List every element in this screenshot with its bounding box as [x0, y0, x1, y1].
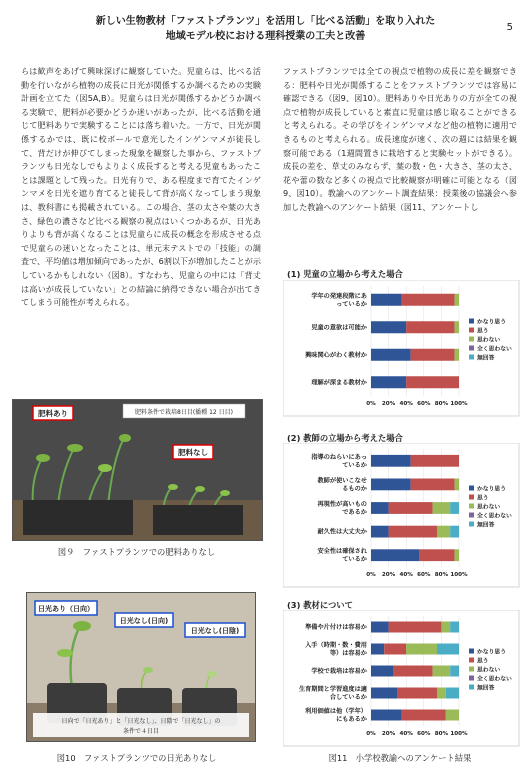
- bar-segment: [371, 622, 389, 633]
- x-tick-label: 100%: [450, 401, 468, 407]
- legend-label: かなり思う: [477, 486, 506, 493]
- x-tick-label: 40%: [399, 401, 413, 407]
- legend-label: 全く思わない: [477, 346, 512, 353]
- bar-segment: [406, 644, 437, 655]
- legend-label: 思わない: [477, 504, 501, 511]
- chart-1-title: (1) 児童の立場から考えた場合: [287, 269, 403, 279]
- figure-9-caption: 図９ ファストプランツでの肥料ありなし: [57, 547, 216, 557]
- x-tick-label: 20%: [381, 731, 396, 737]
- chart-3-material: [283, 610, 523, 750]
- legend-swatch: [469, 346, 474, 351]
- bar-segment: [371, 710, 402, 721]
- bar-segment: [450, 666, 459, 677]
- bar-segment: [402, 294, 455, 306]
- x-tick-label: 100%: [450, 572, 468, 578]
- bar-segment: [450, 622, 459, 633]
- legend-swatch: [469, 328, 474, 333]
- chart-2-teacher-perspective: [283, 443, 523, 591]
- label-nosun-shade: 日光なし(日向): [119, 617, 169, 625]
- x-tick-label: 80%: [434, 401, 449, 407]
- x-tick-label: 60%: [417, 401, 431, 407]
- figure-9-note: 肥料条件で栽培8日目(播種 12 日目): [135, 409, 233, 416]
- bar-segment: [371, 688, 397, 699]
- bar-segment: [371, 294, 402, 306]
- legend-label: 全く思わない: [477, 513, 512, 520]
- page-header: [0, 14, 531, 44]
- bar-segment: [389, 502, 433, 514]
- bar-segment: [433, 666, 451, 677]
- bar-segment: [455, 349, 459, 361]
- category-label: 準備や片付けは容易か: [305, 624, 367, 631]
- label-unfertilized: 肥料なし: [178, 448, 208, 457]
- figure-10-note-2: 条件で４日目: [122, 728, 160, 735]
- bar-segment: [411, 455, 459, 467]
- x-tick-label: 0%: [366, 731, 376, 737]
- legend-label: 思う: [477, 328, 489, 335]
- category-label: るものか: [342, 485, 367, 493]
- category-label: 利用価値は他（学年）: [305, 708, 367, 715]
- legend-label: 思う: [477, 658, 489, 665]
- bar-segment: [371, 526, 389, 538]
- legend-swatch: [469, 667, 474, 672]
- legend-swatch: [469, 355, 474, 360]
- bar-segment: [384, 644, 406, 655]
- bar-segment: [450, 502, 459, 514]
- bar-segment: [406, 321, 454, 333]
- legend-label: 無回答: [477, 685, 495, 692]
- legend-swatch: [469, 319, 474, 324]
- header-title-line1: 新しい生物教材「ファストプランツ」を活用し「比べる活動」を取り入れた: [95, 16, 436, 27]
- category-label: 理解が深まる教材か: [311, 379, 367, 387]
- x-tick-label: 0%: [366, 401, 376, 407]
- bar-segment: [371, 549, 419, 561]
- bar-segment: [411, 349, 455, 361]
- figure-10-illustration: [27, 593, 255, 741]
- label-fertilized: 肥料あり: [38, 409, 68, 418]
- bar-segment: [397, 688, 437, 699]
- bar-segment: [455, 294, 459, 306]
- category-label: にもあるか: [336, 716, 367, 723]
- bar-segment: [437, 526, 450, 538]
- figure-9-illustration: [13, 400, 262, 540]
- category-label: 興味関心がわく教材か: [305, 351, 367, 359]
- chart-2-title: (2) 教師の立場から考えた場合: [287, 433, 403, 443]
- category-label: 安全性は確保され: [317, 548, 367, 556]
- bar-segment: [455, 321, 459, 333]
- bar-segment: [389, 622, 442, 633]
- legend-swatch: [469, 513, 474, 518]
- bar-segment: [446, 710, 459, 721]
- legend-swatch: [469, 522, 474, 527]
- category-label: であるか: [342, 509, 367, 516]
- bar-segment: [419, 549, 454, 561]
- bar-segment: [393, 666, 433, 677]
- bar-segment: [437, 644, 459, 655]
- figure-10-note-1: 日向で「日光あり」と「日光なし」、日陰で「日光なし」の: [61, 718, 221, 725]
- x-tick-label: 60%: [417, 572, 431, 578]
- page-number: 5: [506, 22, 513, 33]
- x-tick-label: 0%: [366, 572, 376, 578]
- header-title-line2: 地域モデル校における理科授業の工夫と改善: [165, 31, 366, 42]
- category-label: 学校で栽培は容易か: [311, 668, 367, 675]
- x-tick-label: 80%: [434, 572, 449, 578]
- category-label: 再現性が高いもの: [317, 501, 367, 508]
- legend-swatch: [469, 504, 474, 509]
- bar-segment: [455, 549, 459, 561]
- body-text-left: [21, 65, 261, 310]
- legend-label: 無回答: [477, 522, 495, 529]
- category-label: ているか: [342, 556, 367, 564]
- bar-segment: [441, 622, 450, 633]
- category-label: 耐久性は大丈夫か: [317, 528, 367, 536]
- bar-segment: [371, 644, 384, 655]
- bar-segment: [371, 376, 406, 388]
- category-label: 入手（時期・数・費用: [305, 642, 367, 649]
- x-tick-label: 80%: [434, 731, 449, 737]
- category-label: 児童の意欲は可能か: [311, 324, 367, 332]
- bar-segment: [371, 455, 411, 467]
- figure-10-caption: 図10 ファストプランツでの日光ありなし: [56, 753, 217, 763]
- x-tick-label: 20%: [381, 401, 396, 407]
- category-label: 等）は容易か: [329, 650, 367, 657]
- bar-segment: [446, 688, 459, 699]
- label-nosun-dark: 日光なし(日陰): [190, 627, 240, 635]
- paragraph-right: ファストプランツでは全ての視点で植物の成長に差を観察できる：肥料や日光が関係することをファストプランツでは容易に確認できる（図9、図10）。肥料ありや日光ありの方が全ての視点で植物が成長していると素直に児童は感じ取ることができると考えられる。その学びをインゲンマメなど他の植物に適用できるものと考えられる。成長速度が速く、次の週には結果を観察可能である（1週間置きに栽培すると実験セットができる）。成長の差を、草丈のみならず、葉の数・色・大きさ、茎の太さ、花や蕾の数など多くの視点で比較観察が明確に可能となる（図9、図10）。教諭へのアンケート調査結果：授業後の協議会へ参加した教諭へのアンケート結果（図11、アンケートし: [283, 66, 517, 212]
- legend-swatch: [469, 337, 474, 342]
- bar-segment: [371, 666, 393, 677]
- category-label: 教師が使いこなせ: [317, 477, 367, 485]
- chart-3-title: (3) 教材について: [287, 600, 353, 610]
- figure-9-photo: [12, 399, 263, 541]
- category-label: っているか: [336, 300, 367, 308]
- bar-segment: [371, 321, 406, 333]
- figure-11-caption: 図11 小学校教諭へのアンケート結果: [328, 753, 472, 763]
- bar-segment: [406, 376, 459, 388]
- x-tick-label: 60%: [417, 731, 431, 737]
- figure-10-photo: [26, 592, 256, 742]
- legend-label: 思わない: [477, 667, 501, 674]
- bar-segment: [433, 502, 451, 514]
- label-sun: 日光あり（日向）: [38, 605, 94, 613]
- x-tick-label: 40%: [399, 572, 413, 578]
- category-label: 生育期間と学習進度は適: [298, 686, 367, 693]
- legend-swatch: [469, 649, 474, 654]
- bar-segment: [371, 349, 411, 361]
- bar-segment: [389, 526, 437, 538]
- bar-segment: [437, 688, 446, 699]
- legend-swatch: [469, 676, 474, 681]
- legend-label: かなり思う: [477, 649, 506, 656]
- category-label: ているか: [342, 461, 367, 469]
- legend-swatch: [469, 495, 474, 500]
- bar-segment: [402, 710, 446, 721]
- bar-segment: [371, 479, 411, 491]
- legend-label: 思う: [477, 495, 489, 502]
- bar-segment: [371, 502, 389, 514]
- x-tick-label: 20%: [381, 572, 396, 578]
- legend-swatch: [469, 486, 474, 491]
- legend-label: かなり思う: [477, 319, 506, 326]
- legend-swatch: [469, 658, 474, 663]
- body-text-right: [283, 65, 517, 215]
- legend-label: 思わない: [477, 337, 501, 344]
- legend-swatch: [469, 685, 474, 690]
- bar-segment: [450, 526, 459, 538]
- category-label: 合しているか: [329, 694, 367, 701]
- bar-segment: [411, 479, 455, 491]
- legend-label: 無回答: [477, 355, 495, 362]
- x-tick-label: 40%: [399, 731, 413, 737]
- x-tick-label: 100%: [450, 731, 468, 737]
- bar-segment: [455, 479, 459, 491]
- paragraph-left: らは歓声をあげて興味深げに観察していた。児童らは、比べる活動を行いながら植物の成長に日光が関係するか調べるための実験計画を立てた（図5A,B）。児童らは日光が関係するかどうか調べる実験で、肥料が必要かどうか迷いがあったが、比べる活動を通じて肥料ありで実験することには落ち着いた。一方で、日光が関係するかでは、既に校ボールで意光したインゲンマメが徒長して、背だけが伸びてしまった現象を観察した事から、ファストプランツも日光なしでもよりよく成長すると考える児童もあったことは課題として残った。日光有りで、ある程度まで育てたインゲンマメを日光を遮り育てると徒長して背が高くなってしまう現象は、教科書にも掲載されている。この場合、茎の太さや葉の大きさ、緑色の濃さなど比べる観察の視点はいくつかあるが、日光ありよりも背が高くなることは児童らに成長の概念を形成させる点で児童らの迷いとなったことは、単元末テストでの「技能」の調査で、平均値は増加傾向であったが、6割以下が増加したことが示しているかもしれない（図8）。すなわち、児童らの中には「背丈は高いが成長していない」との結論に納得できない場合が出てきてしまう可能性が考えられる。: [21, 66, 261, 308]
- category-label: 学年の発達段階にあ: [311, 292, 367, 300]
- chart-1-student-perspective: [283, 280, 523, 420]
- legend-label: 全く思わない: [477, 676, 512, 683]
- category-label: 指導のねらいにあっ: [311, 453, 367, 461]
